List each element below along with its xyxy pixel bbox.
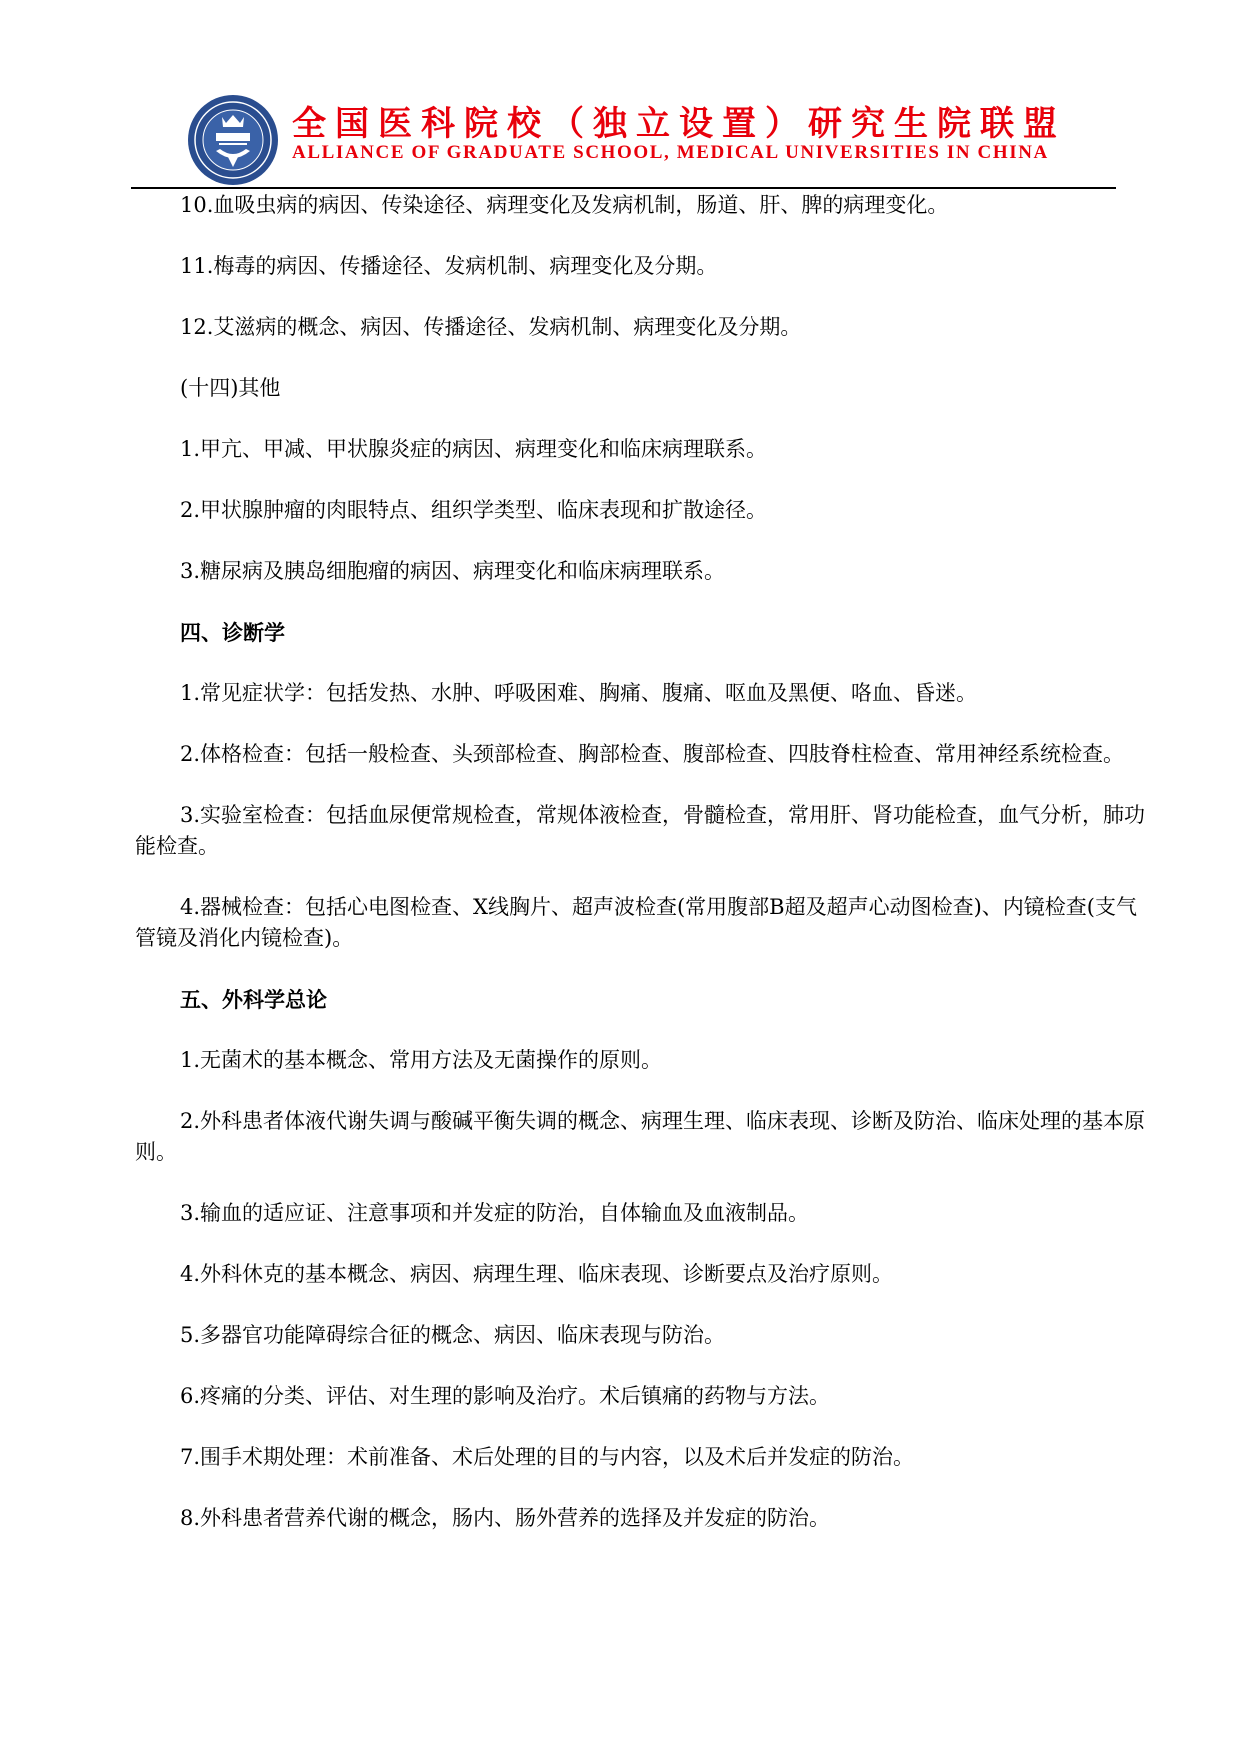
paragraph: 3.糖尿病及胰岛细胞瘤的病因、病理变化和临床病理联系。 — [180, 559, 726, 583]
alliance-title-cn: 全国医科院校（独立设置）研究生院联盟 — [292, 104, 1066, 144]
paragraph: 4.外科休克的基本概念、病因、病理生理、临床表现、诊断要点及治疗原则。 — [180, 1262, 894, 1286]
paragraph: 6.疼痛的分类、评估、对生理的影响及治疗。术后镇痛的药物与方法。 — [180, 1384, 831, 1408]
paragraph: 3.实验室检查：包括血尿便常规检查，常规体液检查，骨髓检查，常用肝、肾功能检查，血气分析，肺功能检查。 — [135, 803, 1146, 858]
paragraph: 2.甲状腺肿瘤的肉眼特点、组织学类型、临床表现和扩散途径。 — [180, 498, 768, 522]
header-divider — [131, 187, 1116, 189]
alliance-seal-icon — [186, 93, 280, 187]
page-header — [0, 0, 1240, 190]
paragraph: 5.多器官功能障碍综合征的概念、病因、临床表现与防治。 — [180, 1323, 726, 1347]
paragraph: 4.器械检查：包括心电图检查、X线胸片、超声波检查(常用腹部B超及超声心动图检查)、内镜检查(支气管镜及消化内镜检查)。 — [135, 895, 1137, 950]
paragraph: 1.无菌术的基本概念、常用方法及无菌操作的原则。 — [180, 1048, 663, 1072]
paragraph: (十四)其他 — [180, 376, 281, 400]
paragraph: 7.围手术期处理：术前准备、术后处理的目的与内容，以及术后并发症的防治。 — [180, 1445, 915, 1469]
alliance-title-en: ALLIANCE OF GRADUATE SCHOOL, MEDICAL UNIVERSITIES IN CHINA — [292, 142, 1049, 163]
paragraph: 10.血吸虫病的病因、传染途径、病理变化及发病机制，肠道、肝、脾的病理变化。 — [180, 193, 949, 217]
paragraph: 12.艾滋病的概念、病因、传播途径、发病机制、病理变化及分期。 — [180, 315, 802, 339]
paragraph: 2.体格检查：包括一般检查、头颈部检查、胸部检查、腹部检查、四肢脊柱检查、常用神经系统检查。 — [180, 742, 1125, 766]
paragraph: 8.外科患者营养代谢的概念，肠内、肠外营养的选择及并发症的防治。 — [180, 1506, 831, 1530]
section-heading: 四、诊断学 — [180, 620, 285, 645]
paragraph: 1.甲亢、甲减、甲状腺炎症的病因、病理变化和临床病理联系。 — [180, 437, 768, 461]
paragraph: 11.梅毒的病因、传播途径、发病机制、病理变化及分期。 — [180, 254, 718, 278]
paragraph: 2.外科患者体液代谢失调与酸碱平衡失调的概念、病理生理、临床表现、诊断及防治、临床处理的基本原则。 — [135, 1109, 1146, 1164]
paragraph: 3.输血的适应证、注意事项和并发症的防治，自体输血及血液制品。 — [180, 1201, 810, 1225]
alliance-logo — [186, 93, 280, 187]
paragraph: 1.常见症状学：包括发热、水肿、呼吸困难、胸痛、腹痛、呕血及黑便、咯血、昏迷。 — [180, 681, 978, 705]
document-body — [135, 190, 1155, 1564]
section-heading: 五、外科学总论 — [180, 987, 327, 1012]
